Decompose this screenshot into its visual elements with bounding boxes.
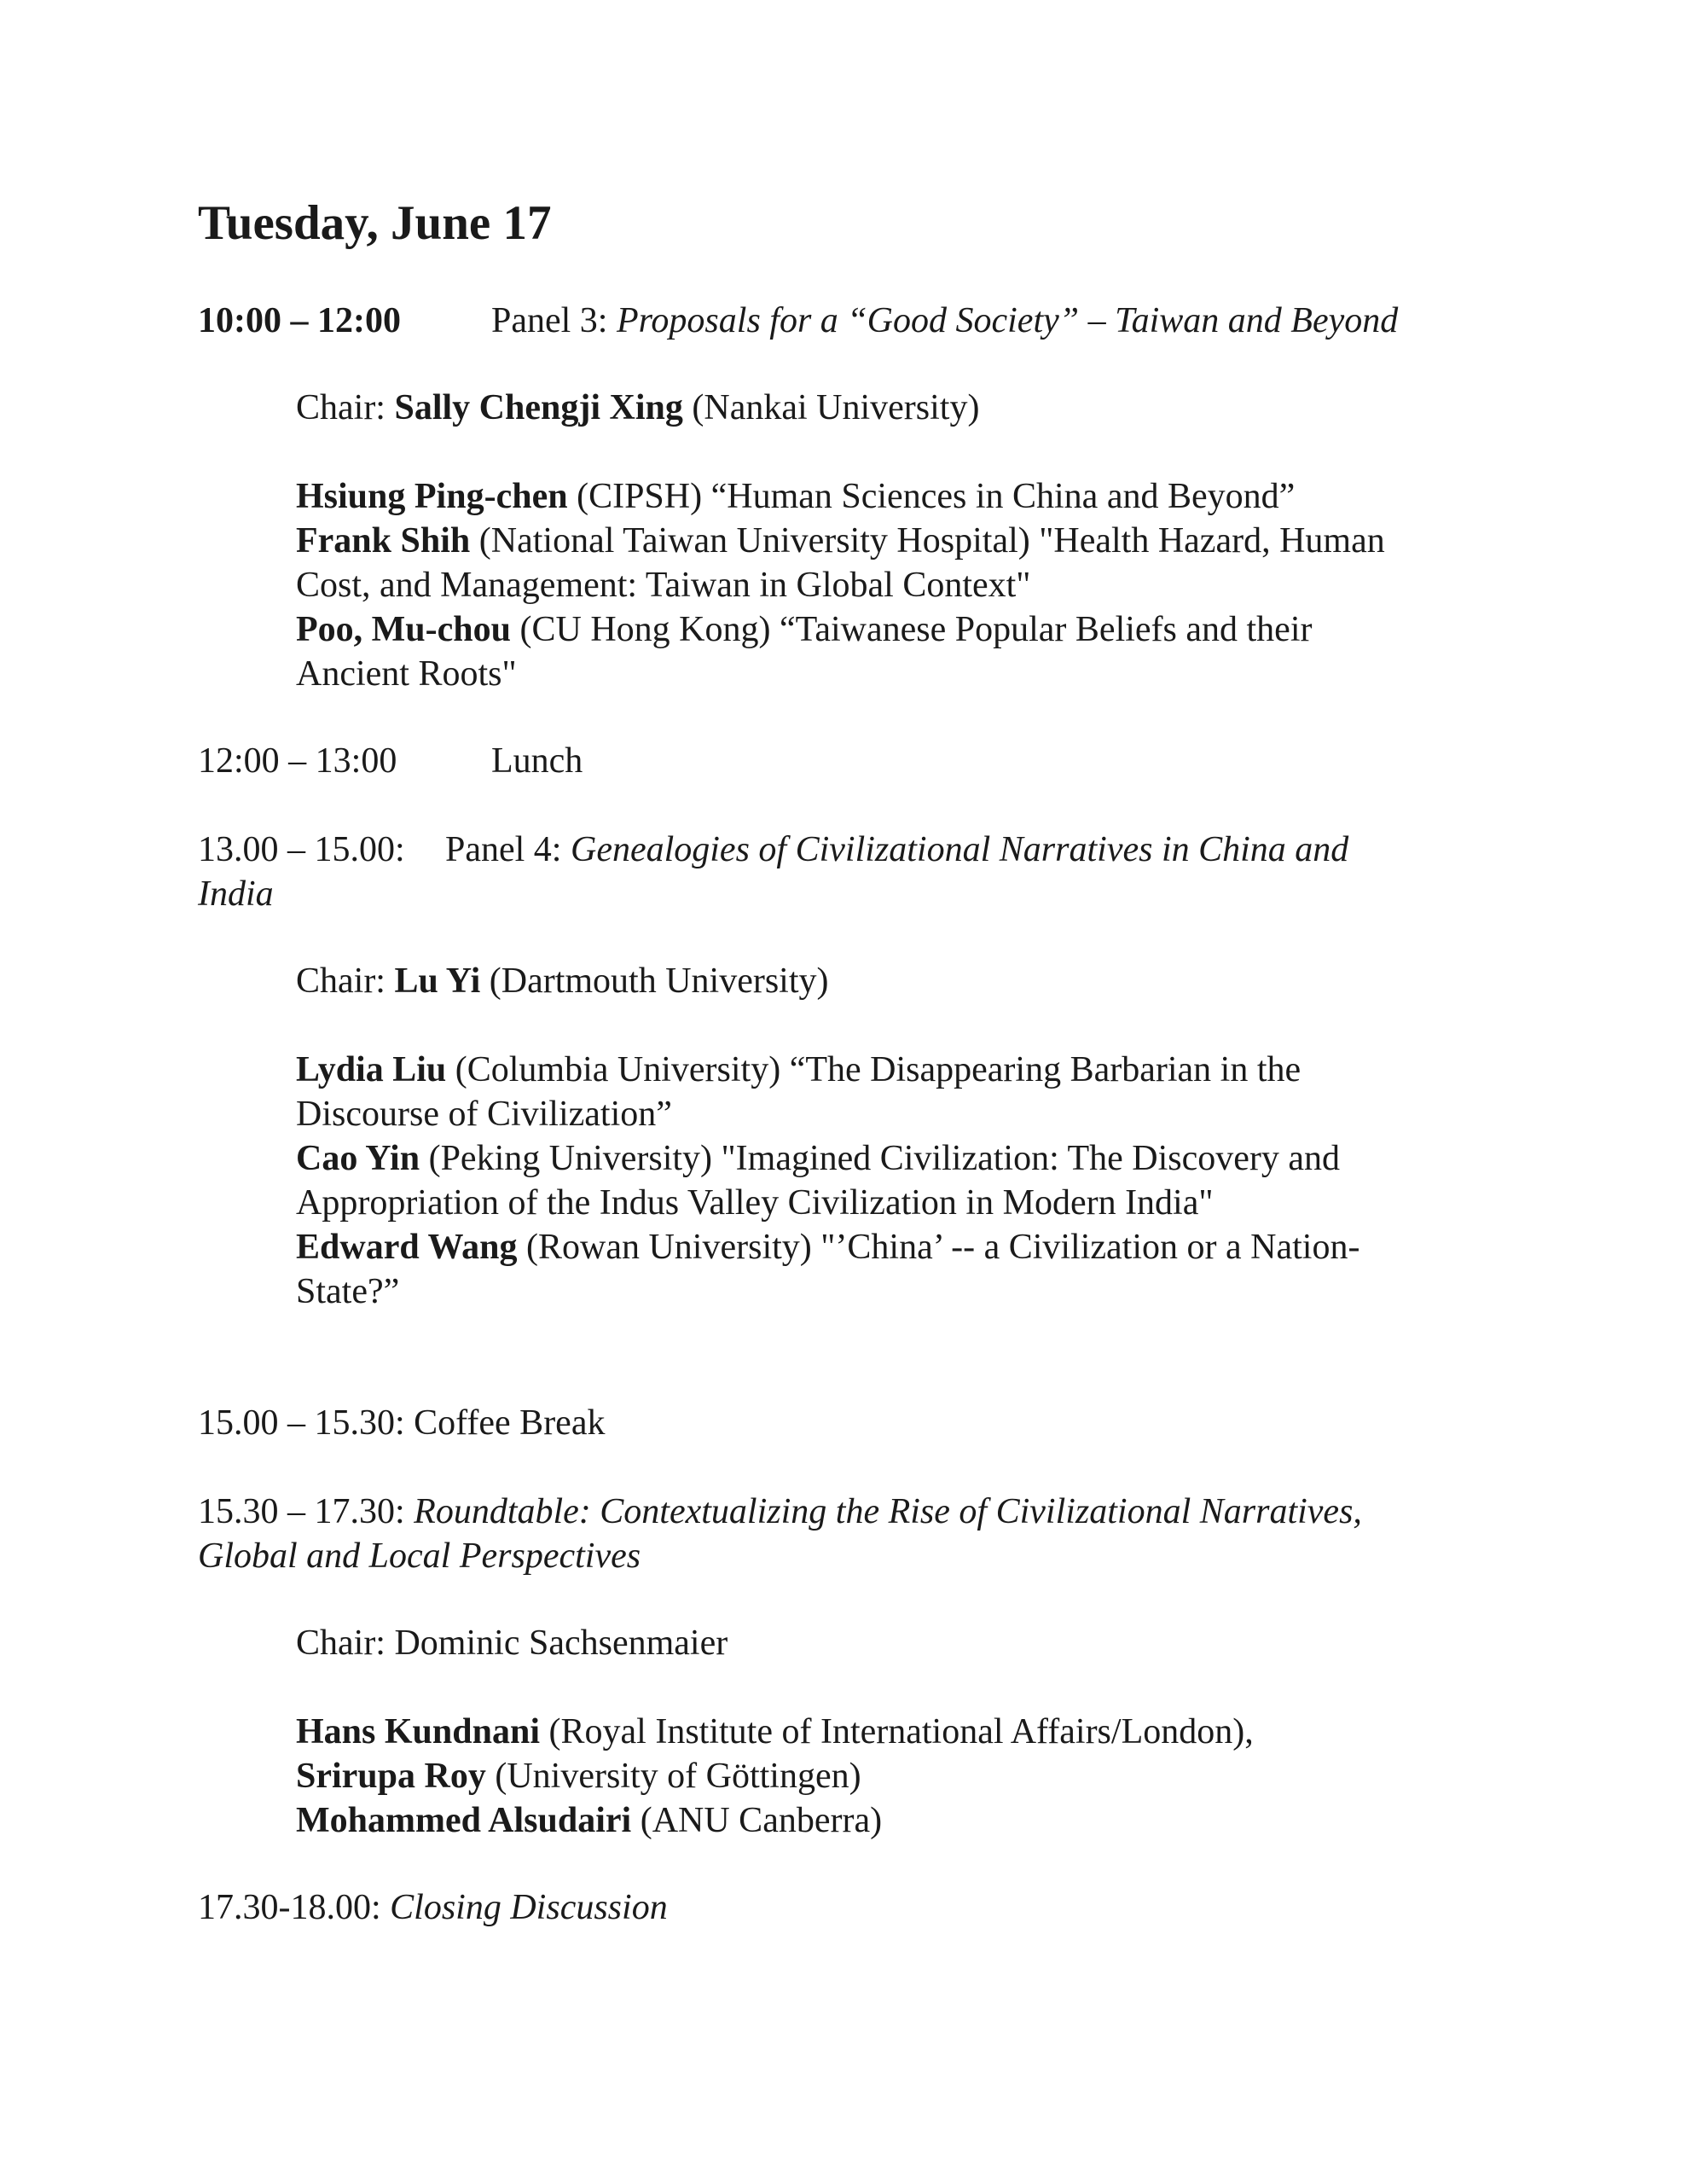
- speaker-talk: (National Taiwan University Hospital) "Health Hazard, Human: [470, 521, 1385, 561]
- day-heading: Tuesday, June 17: [198, 196, 552, 250]
- closing-line: [198, 1885, 668, 1930]
- session-panel-3: [198, 299, 1398, 343]
- roundtable-line: [198, 1490, 1362, 1534]
- chair-prefix: Chair:: [296, 961, 395, 1001]
- speaker-line: [296, 1136, 1340, 1181]
- closing-time: 17.30-18.00:: [198, 1888, 391, 1927]
- speaker-name: Poo, Mu-chou: [296, 610, 511, 649]
- participant-name: Hans Kundnani: [296, 1712, 541, 1751]
- speaker-talk-continued: Discourse of Civilization”: [296, 1095, 672, 1134]
- schedule-page: [198, 0, 1528, 2184]
- chair-line: [296, 959, 829, 1003]
- speaker-line: [296, 474, 1295, 519]
- speaker-name: Frank Shih: [296, 521, 471, 561]
- participant-affiliation: (ANU Canberra): [631, 1801, 883, 1840]
- lunch-label: Lunch: [491, 741, 583, 781]
- panel-title-continued: India: [198, 874, 274, 914]
- chair-name: Sally Chengji Xing: [394, 388, 683, 427]
- session-time: 10:00 – 12:00: [198, 301, 401, 340]
- chair-affiliation: (Dartmouth University): [480, 961, 829, 1001]
- participant-line: [296, 1798, 882, 1843]
- session-time: 13.00 – 15.00:: [198, 830, 405, 869]
- speaker-talk: (Rowan University) "’China’ -- a Civilization or a Nation-: [517, 1228, 1360, 1267]
- lunch-time: 12:00 – 13:00: [198, 741, 397, 781]
- coffee-break-line: 15.00 – 15.30: Coffee Break: [198, 1403, 606, 1443]
- speaker-talk: (Columbia University) “The Disappearing Barbarian in the: [446, 1050, 1301, 1089]
- panel-prefix: Panel 4:: [445, 830, 571, 869]
- chair-affiliation: (Nankai University): [682, 388, 980, 427]
- speaker-talk: (Peking University) "Imagined Civilization: The Discovery and: [420, 1139, 1341, 1178]
- participant-name: Srirupa Roy: [296, 1757, 486, 1796]
- roundtable-title: Roundtable: Contextualizing the Rise of Civilizational Narratives,: [414, 1492, 1362, 1531]
- panel-prefix: Panel 3:: [491, 301, 617, 340]
- chair-name: Lu Yi: [394, 961, 481, 1001]
- session-panel-4: [198, 828, 1348, 872]
- participant-affiliation: (University of Göttingen): [485, 1757, 861, 1796]
- speaker-name: Edward Wang: [296, 1228, 518, 1267]
- speaker-line: [296, 607, 1312, 652]
- speaker-talk-continued: State?”: [296, 1272, 400, 1311]
- panel-title: Proposals for a “Good Society” – Taiwan and Beyond: [616, 301, 1399, 340]
- speaker-line: [296, 519, 1385, 563]
- panel-title: Genealogies of Civilizational Narratives in China and: [570, 830, 1349, 869]
- participant-affiliation: (Royal Institute of International Affairs/London),: [540, 1712, 1254, 1751]
- speaker-name: Lydia Liu: [296, 1050, 447, 1089]
- participant-name: Mohammed Alsudairi: [296, 1801, 632, 1840]
- participant-line: [296, 1754, 861, 1798]
- speaker-name: Hsiung Ping-chen: [296, 477, 568, 516]
- speaker-talk-continued: Appropriation of the Indus Valley Civilization in Modern India": [296, 1183, 1214, 1223]
- chair-line: [296, 386, 979, 430]
- speaker-name: Cao Yin: [296, 1139, 420, 1178]
- chair-prefix: Chair:: [296, 388, 395, 427]
- speaker-talk: (CU Hong Kong) “Taiwanese Popular Beliefs and their: [511, 610, 1313, 649]
- lunch-line: [198, 739, 583, 783]
- roundtable-title-continued: Global and Local Perspectives: [198, 1536, 641, 1576]
- participant-line: [296, 1710, 1254, 1754]
- speaker-line: [296, 1225, 1359, 1269]
- speaker-talk-continued: Ancient Roots": [296, 654, 517, 694]
- speaker-talk-continued: Cost, and Management: Taiwan in Global Context": [296, 566, 1031, 605]
- chair-line: Chair: Dominic Sachsenmaier: [296, 1623, 728, 1663]
- speaker-talk: (CIPSH) “Human Sciences in China and Beyond”: [567, 477, 1296, 516]
- roundtable-time: 15.30 – 17.30:: [198, 1492, 415, 1531]
- closing-title: Closing Discussion: [390, 1888, 668, 1927]
- speaker-line: [296, 1048, 1301, 1092]
